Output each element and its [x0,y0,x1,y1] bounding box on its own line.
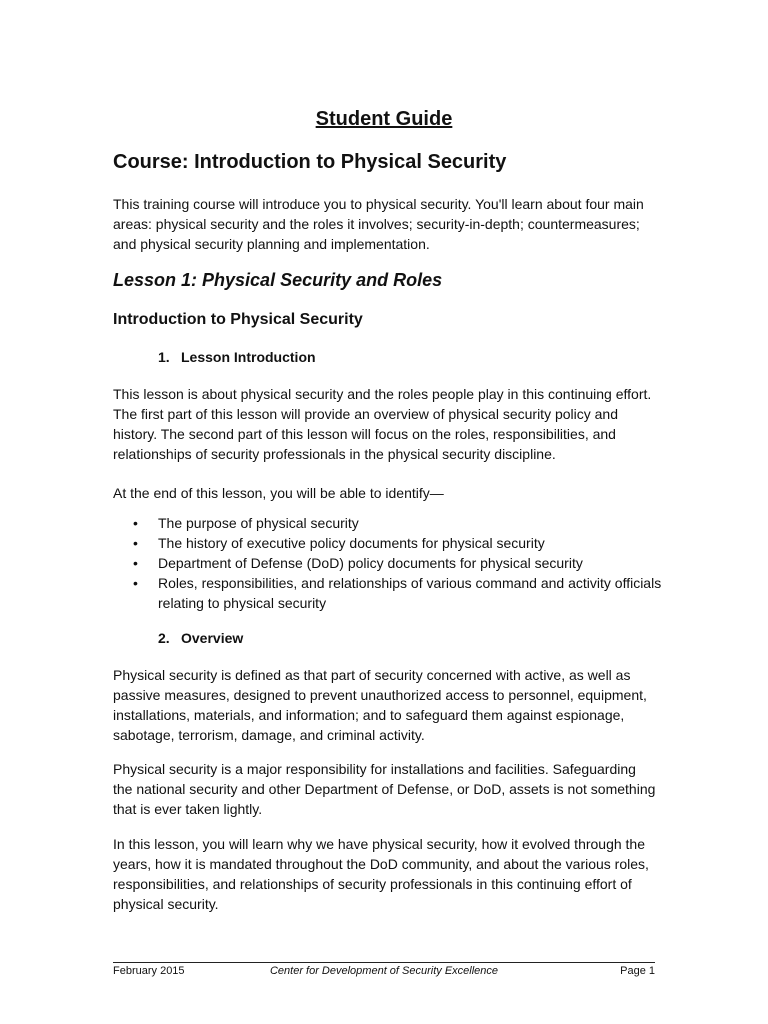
bullet-icon: • [133,575,138,591]
overview-paragraph-2: Physical security is a major responsibility for installations and facilities. Safeguarding the national security and other Department of Defense, or DoD, assets is not something that is ever taken lightly. [113,761,656,817]
objectives-intro: At the end of this lesson, you will be able to identify— [113,485,444,501]
list-item: • The history of executive policy documents for physical security [133,535,545,551]
course-intro-paragraph: This training course will introduce you to physical security. You'll learn about four main areas: physical security and the roles it involves; security-in-depth; countermeasures; and physical security planning and implementation. [113,196,644,252]
item-label: Lesson Introduction [181,349,316,365]
list-item: • Roles, responsibilities, and relationships of various command and activity officials relating to physical security [133,575,662,611]
footer-page-number: Page 1 [620,965,655,977]
overview-paragraph-1: Physical security is defined as that part of security concerned with active, as well as passive measures, designed to prevent unauthorized access to personnel, equipment, installations, materials, and information; and to safeguard them against espionage, sabotage, terrorism, damage, and criminal activity. [113,667,647,743]
objectives-list [113,513,673,613]
footer-divider [113,962,655,963]
item-number: 1. [158,349,170,365]
numbered-heading-overview [158,630,243,646]
list-item: • Department of Defense (DoD) policy documents for physical security [133,555,583,571]
bullet-icon: • [133,535,138,551]
lesson-title: Lesson 1: Physical Security and Roles [113,270,443,290]
course-title: Course: Introduction to Physical Security [113,151,507,173]
item-number: 2. [158,630,170,646]
lesson-paragraph: This lesson is about physical security and the roles people play in this continuing effort. The first part of this lesson will provide an overview of physical security policy and history. The second part of this lesson will focus on the roles, responsibilities, and relationships of security professionals in the physical security discipline. [113,386,652,462]
bullet-icon: • [133,515,138,531]
footer-date: February 2015 [113,965,185,977]
numbered-heading-lesson-introduction [158,349,316,365]
page-footer [113,964,655,978]
item-label: Overview [181,630,244,646]
list-item: • The purpose of physical security [133,515,359,531]
overview-paragraph-3: In this lesson, you will learn why we have physical security, how it evolved through the years, how it is mandated throughout the DoD community, and about the various roles, responsibilities, and relationships of security professionals in this continuing effort of physical security. [113,836,649,912]
bullet-icon: • [133,555,138,571]
footer-organization: Center for Development of Security Excellence [269,965,499,977]
document-title: Student Guide [315,108,453,130]
section-title: Introduction to Physical Security [113,311,363,328]
